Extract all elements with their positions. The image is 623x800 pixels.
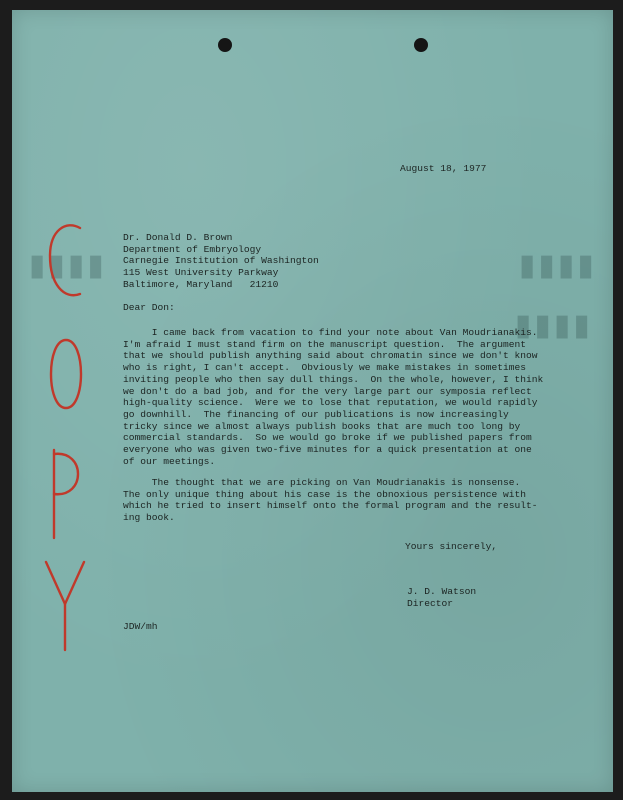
address-line: Dr. Donald D. Brown: [123, 232, 233, 243]
text-line: we don't do a bad job, and for the very large part our symposia reflect: [123, 385, 532, 397]
text-line: of our meetings.: [123, 455, 216, 467]
address-line: Baltimore, Maryland 21210: [123, 278, 279, 290]
signature-name: J. D. Watson: [407, 586, 477, 597]
body-paragraph-1: [123, 327, 543, 467]
letter-page: [12, 10, 613, 792]
text-line: I came back from vacation to find your note about Van Moudrianakis.: [123, 327, 538, 338]
punch-hole-right: [414, 38, 428, 52]
text-line: commercial standards. So we would go broke if we published papers from: [123, 432, 532, 444]
text-line: I'm afraid I must stand firm on the manuscript question. The argument: [123, 338, 527, 350]
copy-stamp-graphic: [38, 222, 100, 662]
address-line: Department of Embryology: [123, 243, 262, 255]
text-line: who is right, I can't accept. Obviously we make mistakes in sometimes: [123, 362, 527, 374]
text-line: ing book.: [123, 512, 175, 524]
bleed-through-mark: ▮▮▮▮: [26, 248, 105, 283]
bleed-through-mark: ▮▮▮▮: [512, 308, 591, 343]
text-line: that we should publish anything said about chromatin since we don't know: [123, 350, 538, 362]
address-line: 115 West University Parkway: [123, 267, 279, 279]
text-line: tricky since we almost always publish books that are much too long by: [123, 420, 521, 432]
text-line: go downhill. The financing of our publications is now increasingly: [123, 408, 509, 420]
typist-initials: JDW/mh: [123, 621, 158, 632]
bleed-through-mark: ▮▮▮▮: [516, 248, 595, 283]
text-line: high-quality science. Were we to lose that reputation, we would rapidly: [123, 397, 538, 409]
text-line: The only unique thing about his case is the obnoxious persistence with: [123, 488, 527, 500]
address-line: Carnegie Institution of Washington: [123, 255, 319, 267]
text-line: which he tried to insert himself onto the formal program and the result-: [123, 500, 538, 512]
body-paragraph-2: [123, 477, 538, 524]
text-line: everyone who was given two-five minutes for a quick presentation at one: [123, 444, 532, 456]
letter-date: August 18, 1977: [400, 163, 487, 174]
recipient-address: [123, 232, 319, 291]
text-line: The thought that we are picking on Van Moudrianakis is nonsense.: [123, 477, 521, 488]
punch-hole-left: [218, 38, 232, 52]
signature-title: Director: [407, 598, 454, 609]
text-line: inviting people who then say dull things. On the whole, however, I think: [123, 373, 544, 385]
salutation: Dear Don:: [123, 302, 175, 313]
closing: Yours sincerely,: [405, 541, 498, 552]
